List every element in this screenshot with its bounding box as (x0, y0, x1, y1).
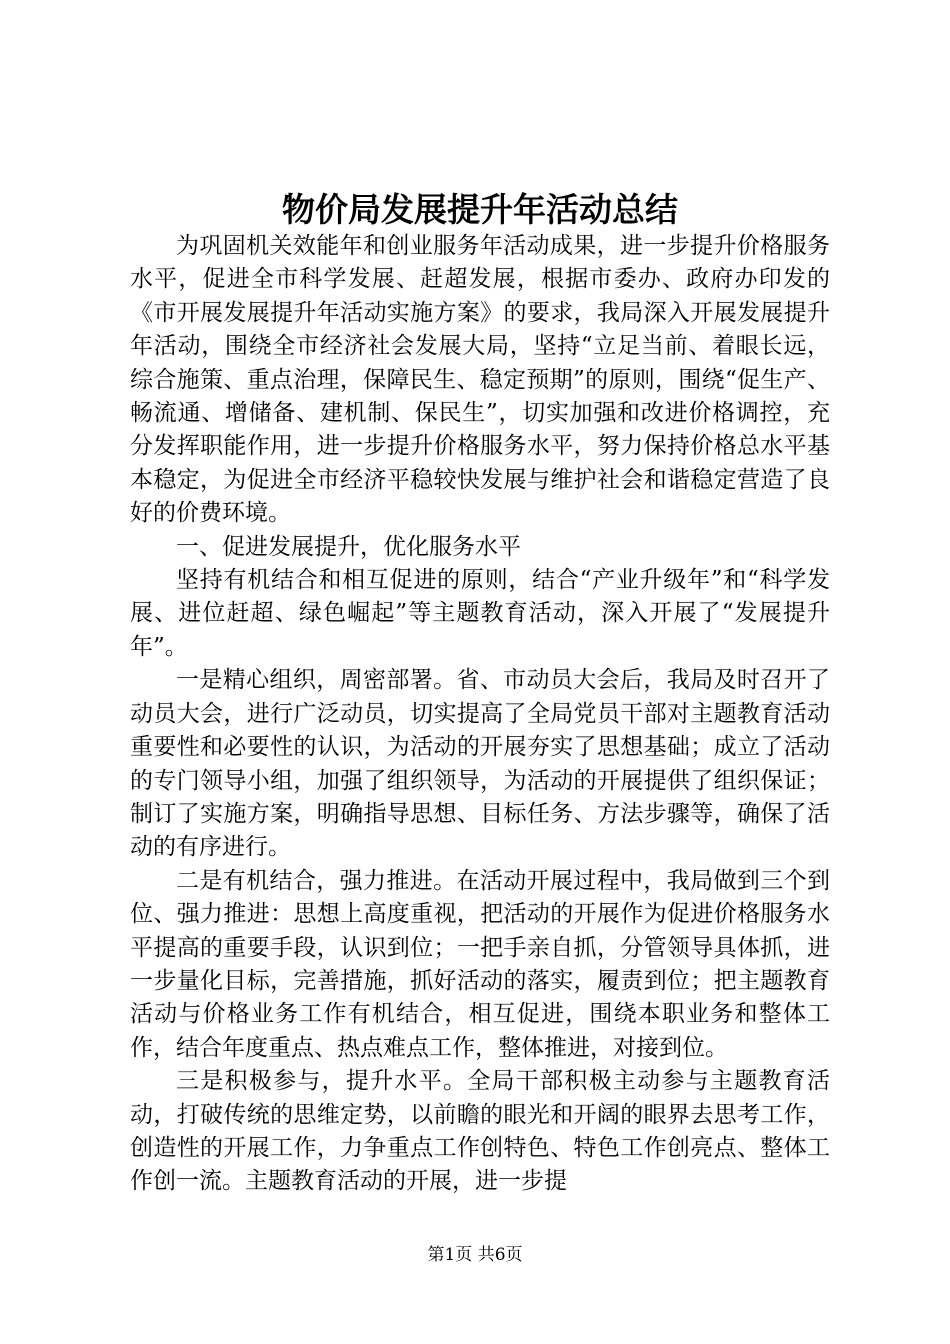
paragraph: 二是有机结合，强力推进。在活动开展过程中，我局做到三个到位、强力推进：思想上高度重视，把活动的开展作为促进价格服务水平提高的重要手段，认识到位；一把手亲自抓，分管领导具体抓，进一步量化目标，完善措施，抓好活动的落实，履责到位；把主题教育活动与价格业务工作有机结合，相互促进，围绕本职业务和整体工作，结合年度重点、热点难点工作，整体推进，对接到位。 (130, 867, 830, 1061)
document-title: 物价局发展提升年活动总结 (282, 190, 678, 229)
paragraph: 一是精心组织，周密部署。省、市动员大会后，我局及时召开了动员大会，进行广泛动员，切实提高了全局党员干部对主题教育活动重要性和必要性的认识，为活动的开展夯实了思想基础；成立了活动的专门领导小组，加强了组织领导，为活动的开展提供了组织保证；制订了实施方案，明确指导思想、目标任务、方法步骤等，确保了活动的有序进行。 (130, 667, 830, 861)
paragraph: 坚持有机结合和相互促进的原则，结合“产业升级年”和“科学发展、进位赶超、绿色崛起”等主题教育活动，深入开展了“发展提升年”。 (130, 567, 830, 660)
document-body (130, 230, 830, 1199)
page-number: 第1页 共6页 (427, 1245, 523, 1265)
paragraph: 三是积极参与，提升水平。全局干部积极主动参与主题教育活动，打破传统的思维定势，以前瞻的眼光和开阔的眼界去思考工作，创造性的开展工作，力争重点工作创特色、特色工作创亮点、整体工作创一流。主题教育活动的开展，进一步提 (130, 1068, 830, 1195)
paragraph-intro: 为巩固机关效能年和创业服务年活动成果，进一步提升价格服务水平，促进全市科学发展、赶超发展，根据市委办、政府办印发的《市开展发展提升年活动实施方案》的要求，我局深入开展发展提升年活动，围绕全市经济社会发展大局，坚持“立足当前、着眼长远，综合施策、重点治理，保障民生、稳定预期”的原则，围绕“促生产、畅流通、增储备、建机制、保民生”，切实加强和改进价格调控，充分发挥职能作用，进一步提升价格服务水平，努力保持价格总水平基本稳定，为促进全市经济平稳较快发展与维护社会和谐稳定营造了良好的价费环境。 (130, 233, 830, 527)
section-heading: 一、促进发展提升，优化服务水平 (176, 533, 521, 560)
